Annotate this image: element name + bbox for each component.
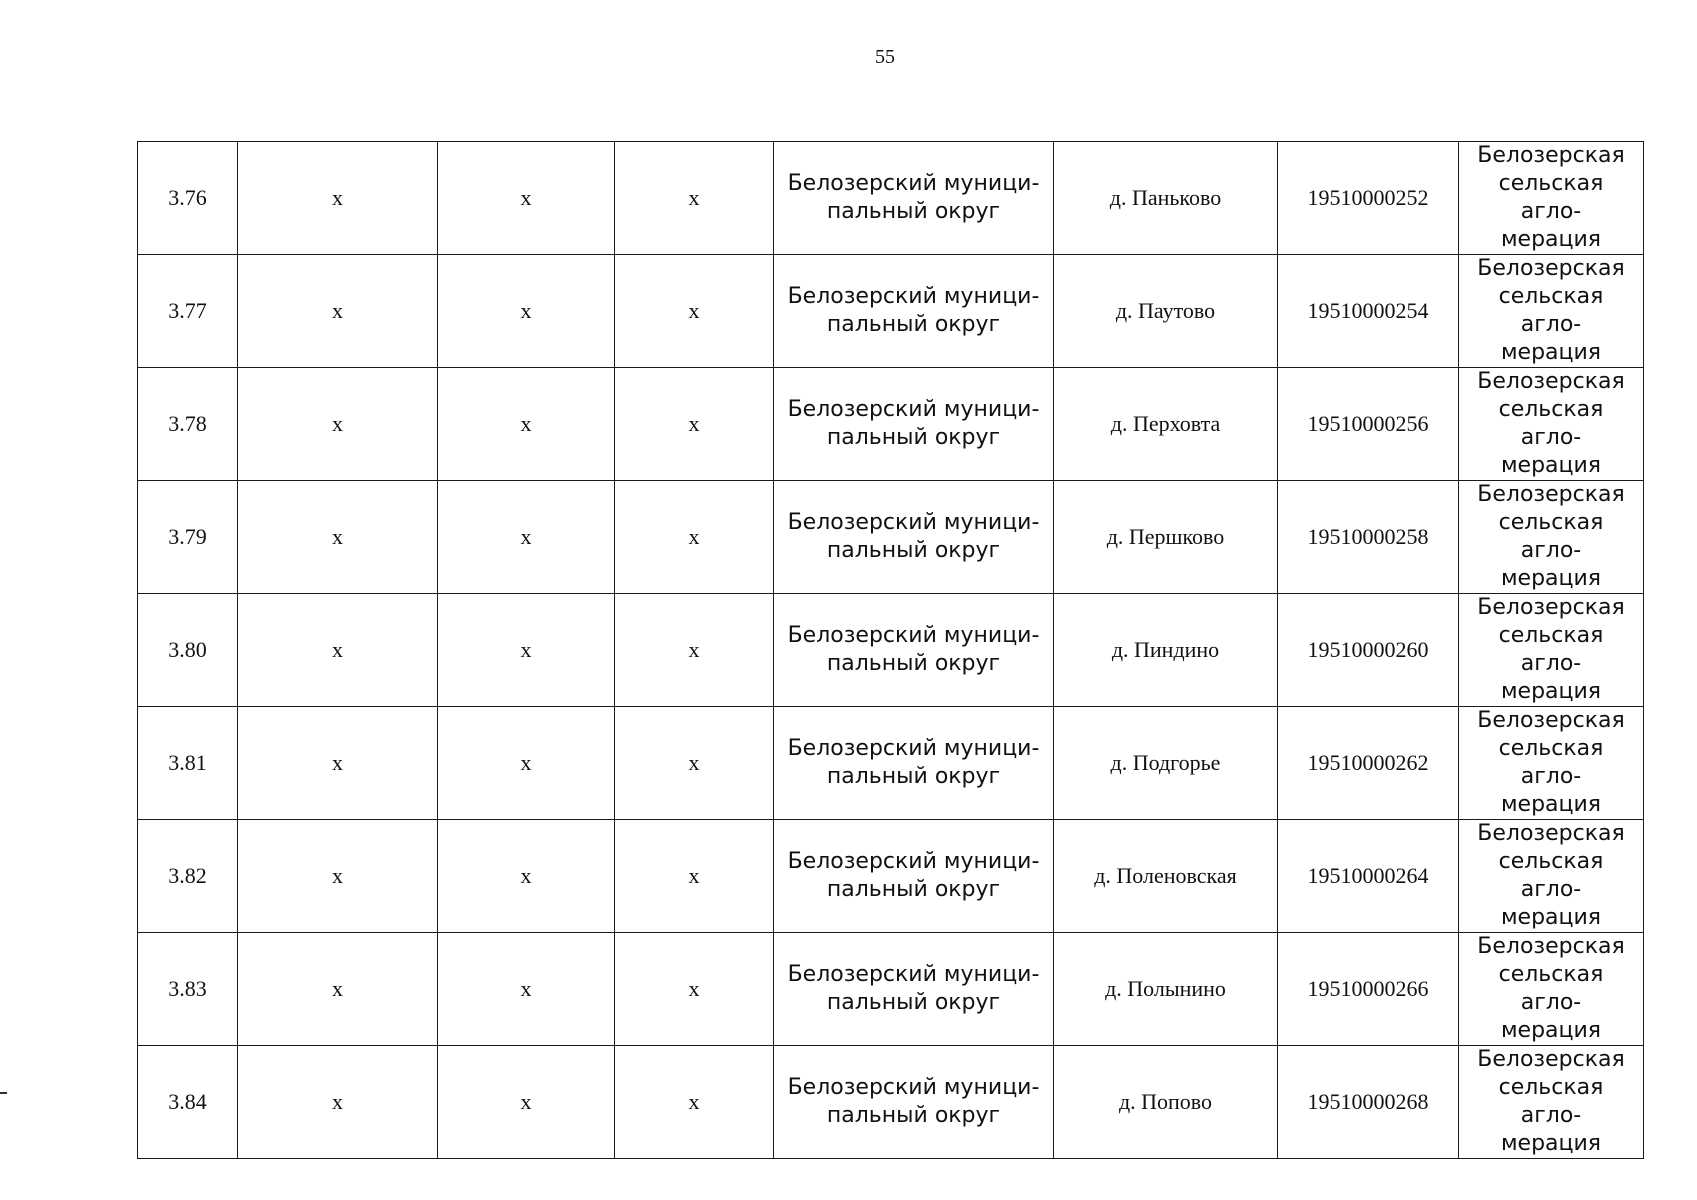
column-2-cell: x <box>238 368 438 481</box>
agglomeration-cell: Белозерская сельская агло- мерация <box>1459 142 1644 255</box>
table-body <box>138 142 1644 1159</box>
settlement-cell: д. Поленовская <box>1054 820 1278 933</box>
column-3-cell: x <box>438 481 615 594</box>
column-4-cell: x <box>615 1046 774 1159</box>
agglomeration-cell: Белозерская сельская агло- мерация <box>1459 368 1644 481</box>
column-2-cell: x <box>238 1046 438 1159</box>
oktmo-code-cell: 19510000266 <box>1278 933 1459 1046</box>
settlement-cell: д. Паутово <box>1054 255 1278 368</box>
column-4-cell: x <box>615 933 774 1046</box>
settlement-cell: д. Попово <box>1054 1046 1278 1159</box>
row-number-cell: 3.80 <box>138 594 238 707</box>
column-2-cell: x <box>238 820 438 933</box>
settlement-cell: д. Подгорье <box>1054 707 1278 820</box>
oktmo-code-cell: 19510000268 <box>1278 1046 1459 1159</box>
settlement-cell: д. Полынино <box>1054 933 1278 1046</box>
table-row <box>138 594 1644 707</box>
agglomeration-cell: Белозерская сельская агло- мерация <box>1459 933 1644 1046</box>
table-row <box>138 142 1644 255</box>
column-3-cell: x <box>438 368 615 481</box>
agglomeration-cell: Белозерская сельская агло- мерация <box>1459 1046 1644 1159</box>
settlement-cell: д. Першково <box>1054 481 1278 594</box>
oktmo-code-cell: 19510000258 <box>1278 481 1459 594</box>
column-4-cell: x <box>615 707 774 820</box>
table-row <box>138 820 1644 933</box>
column-3-cell: x <box>438 594 615 707</box>
table-row <box>138 1046 1644 1159</box>
column-3-cell: x <box>438 933 615 1046</box>
row-number-cell: 3.79 <box>138 481 238 594</box>
column-3-cell: x <box>438 1046 615 1159</box>
column-4-cell: x <box>615 142 774 255</box>
column-4-cell: x <box>615 820 774 933</box>
column-4-cell: x <box>615 368 774 481</box>
district-cell: Белозерский муници- пальный округ <box>774 142 1054 255</box>
column-4-cell: x <box>615 594 774 707</box>
margin-mark <box>0 1092 7 1094</box>
column-4-cell: x <box>615 255 774 368</box>
column-3-cell: x <box>438 707 615 820</box>
agglomeration-cell: Белозерская сельская агло- мерация <box>1459 255 1644 368</box>
oktmo-code-cell: 19510000256 <box>1278 368 1459 481</box>
row-number-cell: 3.76 <box>138 142 238 255</box>
table-row <box>138 368 1644 481</box>
district-cell: Белозерский муници- пальный округ <box>774 368 1054 481</box>
row-number-cell: 3.81 <box>138 707 238 820</box>
column-3-cell: x <box>438 820 615 933</box>
row-number-cell: 3.78 <box>138 368 238 481</box>
oktmo-code-cell: 19510000262 <box>1278 707 1459 820</box>
row-number-cell: 3.83 <box>138 933 238 1046</box>
settlement-cell: д. Перховта <box>1054 368 1278 481</box>
column-4-cell: x <box>615 481 774 594</box>
column-2-cell: x <box>238 255 438 368</box>
table-row <box>138 255 1644 368</box>
oktmo-code-cell: 19510000264 <box>1278 820 1459 933</box>
column-2-cell: x <box>238 594 438 707</box>
table-row <box>138 481 1644 594</box>
agglomeration-cell: Белозерская сельская агло- мерация <box>1459 820 1644 933</box>
settlement-cell: д. Пиндино <box>1054 594 1278 707</box>
column-2-cell: x <box>238 142 438 255</box>
agglomeration-cell: Белозерская сельская агло- мерация <box>1459 594 1644 707</box>
district-cell: Белозерский муници- пальный округ <box>774 481 1054 594</box>
district-cell: Белозерский муници- пальный округ <box>774 255 1054 368</box>
column-2-cell: x <box>238 707 438 820</box>
table-row <box>138 707 1644 820</box>
row-number-cell: 3.84 <box>138 1046 238 1159</box>
settlement-cell: д. Паньково <box>1054 142 1278 255</box>
agglomeration-cell: Белозерская сельская агло- мерация <box>1459 481 1644 594</box>
oktmo-code-cell: 19510000252 <box>1278 142 1459 255</box>
district-cell: Белозерский муници- пальный округ <box>774 820 1054 933</box>
column-3-cell: x <box>438 255 615 368</box>
agglomeration-cell: Белозерская сельская агло- мерация <box>1459 707 1644 820</box>
district-cell: Белозерский муници- пальный округ <box>774 707 1054 820</box>
oktmo-code-cell: 19510000260 <box>1278 594 1459 707</box>
district-cell: Белозерский муници- пальный округ <box>774 933 1054 1046</box>
oktmo-code-cell: 19510000254 <box>1278 255 1459 368</box>
page-number: 55 <box>875 46 895 68</box>
column-2-cell: x <box>238 933 438 1046</box>
district-cell: Белозерский муници- пальный округ <box>774 1046 1054 1159</box>
column-2-cell: x <box>238 481 438 594</box>
table-row <box>138 933 1644 1046</box>
column-3-cell: x <box>438 142 615 255</box>
settlements-table <box>137 141 1644 1159</box>
row-number-cell: 3.77 <box>138 255 238 368</box>
row-number-cell: 3.82 <box>138 820 238 933</box>
district-cell: Белозерский муници- пальный округ <box>774 594 1054 707</box>
